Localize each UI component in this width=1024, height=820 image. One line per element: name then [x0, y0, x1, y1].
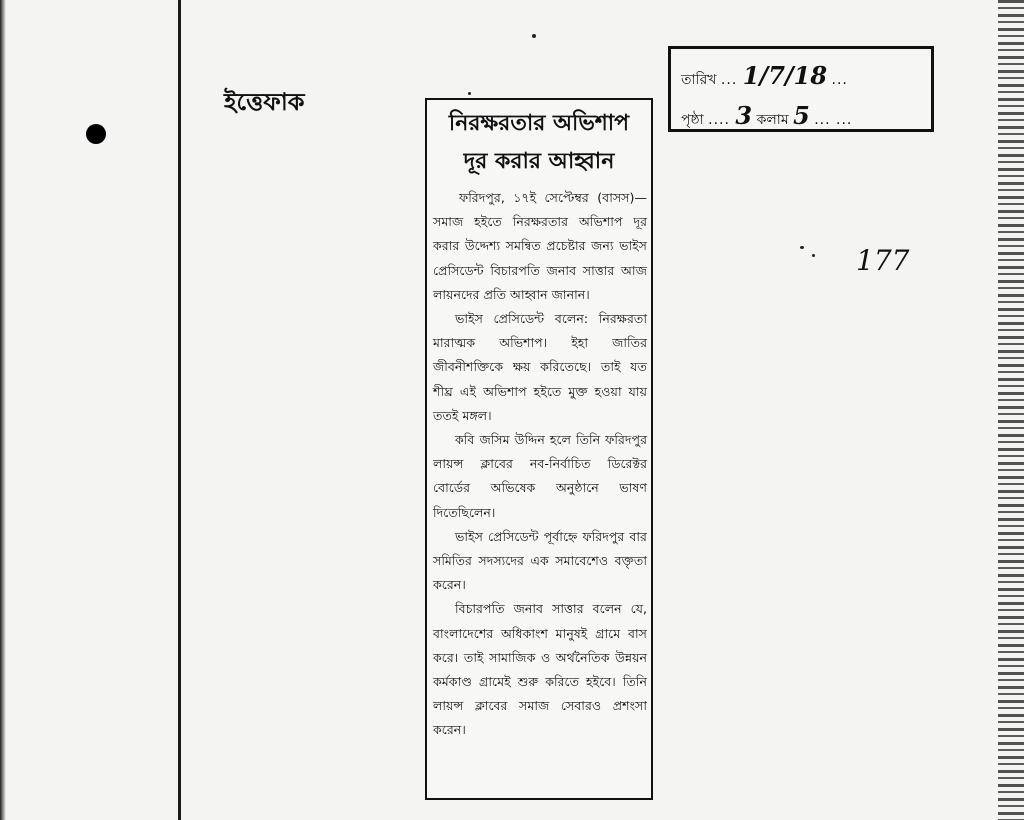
article-body — [433, 186, 647, 743]
scan-speck — [468, 92, 471, 95]
date-row: তারিখ ... 1/7/18 ... — [681, 61, 848, 90]
column-value: 5 — [793, 101, 810, 130]
reference-stamp — [668, 46, 934, 132]
page-label: পৃষ্ঠা — [681, 112, 704, 128]
date-value: 1/7/18 — [742, 61, 828, 90]
scan-right-edge — [998, 0, 1024, 820]
scan-speck — [532, 34, 536, 38]
scan-speck — [800, 246, 804, 249]
page-value: 3 — [735, 101, 753, 130]
article-paragraph: বিচারপতি জনাব সাত্তার বলেন যে, বাংলাদেশের অধিকাংশ মানুষই গ্রামে বাস করে। তাই সামাজিক ও অর্থনৈতিক উন্নয়ন কর্মকাণ্ড গ্রামেই শুরু করিতে হইবে। তিনি লায়ন্স ক্লাবের সমাজ সেবারও প্রশংসা করেন। — [433, 601, 647, 738]
column-label: কলাম — [756, 112, 789, 128]
scan-speck — [812, 254, 815, 257]
newspaper-clipping — [425, 98, 653, 800]
date-label: তারিখ — [681, 72, 717, 88]
headline-line-2: দূর করার আহ্বান — [463, 149, 615, 174]
article-paragraph: কবি জসিম উদ্দিন হলে তিনি ফরিদপুর লায়ন্স ক্লাবের নব-নির্বাচিত ডিরেক্টর বোর্ডের অভিষেক অনুষ্ঠানে ভাষণ দিতেছিলেন। — [433, 432, 647, 520]
headline-line-1: নিরক্ষরতার অভিশাপ — [448, 111, 630, 136]
scan-left-edge — [0, 0, 6, 820]
page-column-row: পৃষ্ঠা .... 3 কলাম 5 ... ... — [681, 101, 853, 130]
article-paragraph: ফরিদপুর, ১৭ই সেপ্টেম্বর (বাসস)—সমাজ হইতে নিরক্ষরতার অভিশাপ দূর করার উদ্দেশ্য সমন্বিত প্রচেষ্টার জন্য ভাইস প্রেসিডেন্ট বিচারপতি জনাব সাত্তার আজ লায়নদের প্রতি আহ্বান জানান। — [433, 190, 647, 302]
article-paragraph: ভাইস প্রেসিডেন্ট পূর্বাহ্নে ফরিদপুর বার সমিতির সদস্যদের এক সমাবেশেও বক্তৃতা করেন। — [433, 528, 647, 593]
archive-number: 177 — [856, 244, 910, 277]
newspaper-name: ইত্তেফাক — [224, 88, 305, 116]
fold-line — [178, 0, 181, 820]
punch-hole — [86, 124, 106, 144]
article-paragraph: ভাইস প্রেসিডেন্ট বলেন: নিরক্ষরতা মারাত্মক অভিশাপ। ইহা জাতির জীবনীশক্তিকে ক্ষয় করিতেছে। তাই যত শীঘ্র এই অভিশাপ হইতে মুক্ত হওয়া যায় ততই মঙ্গল। — [433, 311, 647, 423]
